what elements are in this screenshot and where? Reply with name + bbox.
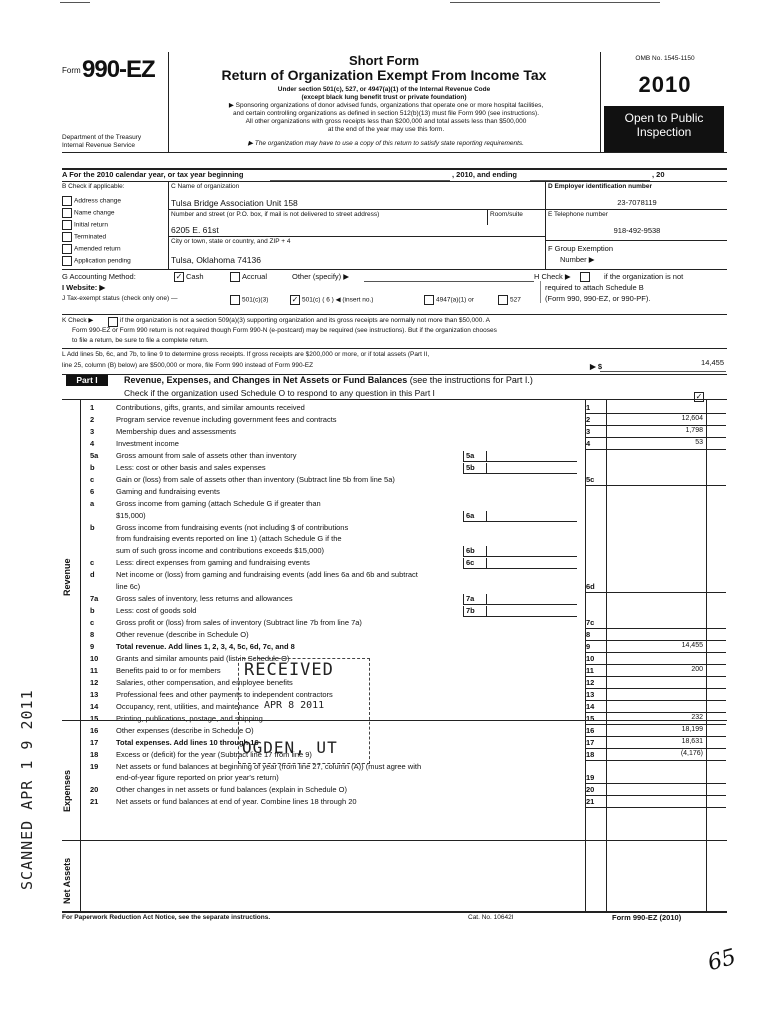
line-box-number: 10 <box>586 653 595 663</box>
line-description: Salaries, other compensation, and employee benefits <box>116 677 293 687</box>
table-row <box>80 499 725 510</box>
line-box-number: 14 <box>586 701 595 711</box>
expenses-side-label: Expenses <box>62 769 72 812</box>
line-description: Membership dues and assessments <box>116 426 237 436</box>
table-row <box>80 630 725 641</box>
line-description: Less: cost or other basis and sales expenses <box>116 462 266 472</box>
form-title: Return of Organization Exempt From Income Tax <box>221 67 547 83</box>
j-527[interactable]: 527 <box>498 295 521 305</box>
open-to-public-box <box>604 106 724 152</box>
line-box-number: 8 <box>586 630 591 640</box>
line-description: Investment income <box>116 438 179 448</box>
line-description: Net assets or fund balances at end of year. Combine lines 18 through 20 <box>116 797 357 807</box>
sponsoring-note: ▶ Sponsoring organizations of donor advised funds, organizations that operate one or more hospital facilities, <box>228 102 544 109</box>
part1-badge: Part I <box>66 375 108 386</box>
line-number: 3 <box>90 426 95 436</box>
received-date-stamp: APR 8 2011 <box>264 700 325 711</box>
j-501c[interactable]: ✓ 501(c) ( 6 ) ◀ (insert no.) <box>290 295 373 305</box>
l-text-1: L Add lines 5b, 6c, and 7b, to line 9 to determine gross receipts. If gross receipts are $200,000 or more, or if total assets (Part II, <box>62 351 430 358</box>
table-row <box>80 618 725 629</box>
table-row <box>80 427 725 438</box>
line-number: b <box>90 606 95 616</box>
line-number: 5a <box>90 450 99 460</box>
inner-amount-field[interactable] <box>487 546 577 557</box>
h-text: if the organization is not <box>604 272 684 281</box>
line-number: 21 <box>90 797 99 807</box>
line-description: Total expenses. Add lines 10 through 16 <box>116 737 259 747</box>
inner-box-label: 6b <box>463 546 487 557</box>
line-number: a <box>90 498 95 508</box>
tax-exempt-label: J Tax-exempt status (check only one) — <box>62 295 178 302</box>
line-number: 16 <box>90 725 99 735</box>
line-number: 14 <box>90 701 99 711</box>
line-number: b <box>90 522 95 532</box>
org-name-value[interactable]: Tulsa Bridge Association Unit 158 <box>171 198 298 208</box>
k-checkbox[interactable] <box>108 317 120 327</box>
table-row <box>80 797 725 808</box>
omb-number: OMB No. 1545-1150 <box>635 55 695 62</box>
checkbox[interactable] <box>62 196 72 206</box>
line-box-number: 19 <box>586 773 595 783</box>
open-to-public-line1: Open to Public <box>624 111 704 125</box>
table-row <box>80 702 725 713</box>
line-description: Less: direct expenses from gaming and fundraising events <box>116 558 310 568</box>
org-name-label: C Name of organization <box>171 183 240 190</box>
open-to-public-line2: Inspection <box>636 125 692 139</box>
line-box-number: 21 <box>586 797 595 807</box>
table-row <box>80 726 725 737</box>
line-box-number: 3 <box>586 426 591 436</box>
b-option-terminated[interactable]: Terminated <box>62 232 106 242</box>
line-box-number: 18 <box>586 749 595 759</box>
website-label: I Website: ▶ <box>62 283 106 292</box>
line-number: 8 <box>90 630 95 640</box>
inner-amount-field[interactable] <box>487 511 577 522</box>
line-a-20: , 20 <box>652 170 665 179</box>
line-number: 7a <box>90 594 99 604</box>
line-number: 12 <box>90 677 99 687</box>
line-description: Less: cost of goods sold <box>116 606 197 616</box>
copy-note: ▶ The organization may have to use a copy of this return to satisfy state reporting requirements. <box>248 140 524 147</box>
line-number: 11 <box>90 665 98 675</box>
line-description: from fundraising events reported on line 1) (attach Schedule G if the <box>116 534 342 544</box>
accounting-other: Other (specify) ▶ <box>292 272 350 281</box>
line-description: Gross income from gaming (attach Schedule G if greater than <box>116 498 321 508</box>
table-row <box>80 738 725 749</box>
b-option-name-change[interactable]: Name change <box>62 208 114 218</box>
line-description: Gaming and fundraising events <box>116 486 220 496</box>
form-prefix: Form <box>62 66 81 75</box>
inner-box-label: 6a <box>463 511 487 522</box>
checkbox-checked[interactable] <box>694 392 704 402</box>
line-amount[interactable]: 18,631 <box>681 737 703 745</box>
line-description: Program service revenue including government fees and contracts <box>116 414 337 424</box>
h-checkbox[interactable] <box>580 272 592 282</box>
line-box-number: 13 <box>586 689 595 699</box>
line-a-2010: , 2010, and ending <box>452 170 518 179</box>
table-row <box>80 475 725 486</box>
controlling-note: and certain controlling organizations as defined in section 512(b)(13) must file Form 990 (see instructions). <box>232 110 539 117</box>
inner-amount-field[interactable] <box>487 463 577 474</box>
b-option-amended-return[interactable]: Amended return <box>62 244 121 254</box>
line-description: Professional fees and other payments to independent contractors <box>116 689 333 699</box>
line-box-number: 4 <box>586 438 591 448</box>
inner-box-label: 5a <box>463 451 487 462</box>
paperwork-notice: For Paperwork Reduction Act Notice, see the separate instructions. <box>62 914 271 921</box>
line-amount[interactable]: 14,455 <box>681 642 703 649</box>
inner-amount-field[interactable] <box>487 451 577 462</box>
ogden-stamp: OGDEN, UT <box>242 738 338 757</box>
line-description: Gross profit or (loss) from sales of inventory (Subtract line 7b from line 7a) <box>116 618 362 628</box>
line-a: A For the 2010 calendar year, or tax year beginning <box>62 170 244 179</box>
table-row <box>80 570 725 581</box>
city-value[interactable]: Tulsa, Oklahoma 74136 <box>171 255 261 265</box>
line-amount[interactable]: 53 <box>695 438 703 446</box>
line-amount[interactable]: 232 <box>691 713 703 721</box>
scan-mark <box>60 2 90 3</box>
table-row <box>80 785 725 796</box>
scan-mark <box>450 2 660 3</box>
line-description: Gross income from fundraising events (not including $ of contributions <box>116 522 349 532</box>
table-row <box>80 678 725 689</box>
line-number: 4 <box>90 438 95 448</box>
l-arrow: ▶ $ <box>590 362 603 371</box>
line-description: Occupancy, rent, utilities, and maintenance <box>116 701 259 711</box>
line-description: Other changes in net assets or fund balances (explain in Schedule O) <box>116 785 347 795</box>
line-number: 6 <box>90 486 95 496</box>
ein-value[interactable]: 23-7078119 <box>617 198 657 207</box>
line-number: 9 <box>90 642 95 651</box>
phone-value[interactable]: 918-492-9538 <box>613 226 661 235</box>
gross-receipts-amount[interactable]: 14,455 <box>701 358 724 367</box>
line-number: 1 <box>90 403 95 412</box>
table-row <box>80 642 725 653</box>
table-row <box>80 558 725 569</box>
form-number: 990-EZ <box>82 56 155 83</box>
line-description: $15,000) <box>116 510 146 520</box>
accounting-method-label: G Accounting Method: <box>62 272 136 281</box>
table-row <box>80 451 725 462</box>
street-label: Number and street (or P.O. box, if mail is not delivered to street address) <box>171 211 380 218</box>
line-number: 20 <box>90 785 99 795</box>
line-number: 18 <box>90 749 99 759</box>
line-description: Net income or (loss) from gaming and fundraising events (add lines 6a and 6b and subtract <box>116 570 418 580</box>
line-description: Printing, publications, postage, and shipping <box>116 713 263 723</box>
b-option-address-change[interactable]: Address change <box>62 196 121 206</box>
line-number: c <box>90 474 95 484</box>
line-box-number: 16 <box>586 725 595 735</box>
table-row <box>80 546 725 557</box>
city-label: City or town, state or country, and ZIP + 4 <box>171 238 291 245</box>
checkbox[interactable] <box>62 232 72 242</box>
revenue-side-label: Revenue <box>62 558 72 596</box>
checkbox[interactable] <box>62 244 72 254</box>
line-description: Net assets or fund balances at beginning of year (from line 27, column (A)) (must agree with <box>116 761 422 771</box>
end-of-year-note: at the end of the year may use this form. <box>327 126 445 133</box>
table-row <box>80 654 725 665</box>
inner-amount-field[interactable] <box>487 558 577 569</box>
j-501c3[interactable]: 501(c)(3) <box>230 295 268 305</box>
street-value[interactable]: 6205 E. 61st <box>171 225 219 235</box>
j-4947[interactable]: 4947(a)(1) or <box>424 295 474 305</box>
line-number: 10 <box>90 653 99 663</box>
line-amount[interactable]: 1,798 <box>685 426 703 434</box>
inner-amount-field[interactable] <box>487 594 577 605</box>
line-box-number: 6d <box>586 582 595 592</box>
handwritten-page-mark: 65 <box>705 944 739 977</box>
line-description: Other revenue (describe in Schedule O) <box>116 630 249 640</box>
cat-number: Cat. No. 10642I <box>468 914 514 921</box>
checkbox[interactable] <box>230 272 240 282</box>
checkbox[interactable] <box>498 295 508 305</box>
h-check-label: H Check ▶ <box>534 272 571 281</box>
line-amount[interactable]: (4,176) <box>680 749 703 757</box>
table-row <box>80 666 725 677</box>
line-box-number: 12 <box>586 677 595 687</box>
h-text-2: required to attach Schedule B <box>545 283 644 292</box>
table-row <box>80 463 725 474</box>
short-form-label: Short Form <box>348 53 420 68</box>
checkbox[interactable] <box>62 208 72 218</box>
line-box-number: 7c <box>586 618 595 628</box>
checkbox[interactable] <box>580 272 590 282</box>
checkbox[interactable] <box>230 295 240 305</box>
table-row <box>80 750 725 761</box>
tax-year: 2010 <box>638 72 692 97</box>
checkbox[interactable] <box>424 295 434 305</box>
phone-label: E Telephone number <box>548 211 608 218</box>
table-row <box>80 773 725 784</box>
table-row <box>80 594 725 605</box>
scanned-stamp: SCANNED APR 1 9 2011 <box>18 689 36 890</box>
table-row <box>80 415 725 426</box>
table-row <box>80 523 725 534</box>
checkbox-checked[interactable] <box>174 272 184 282</box>
line-description: line 6c) <box>116 582 141 592</box>
line-number: 19 <box>90 761 99 771</box>
l-text-2: line 25, column (B) below) are $500,000 or more, file Form 990 instead of Form 990-EZ <box>62 362 314 369</box>
line-box-number: 2 <box>586 414 591 424</box>
line-description: Other expenses (describe in Schedule O) <box>116 725 254 735</box>
checkbox[interactable] <box>108 317 118 327</box>
group-exemption-number-label: Number ▶ <box>560 255 595 264</box>
irs-label: Internal Revenue Service <box>62 142 135 149</box>
k-text-1: if the organization is not a section 509(a)(3) supporting organization and its gross receipts are normally not more than $50,000. A <box>120 317 490 324</box>
inner-amount-field[interactable] <box>487 606 577 617</box>
line-amount[interactable]: 18,199 <box>681 725 703 733</box>
line-number: c <box>90 558 95 568</box>
line-description: end-of-year figure reported on prior year's return) <box>116 773 279 783</box>
line-box-number: 5c <box>586 474 595 484</box>
gross-receipts-note: All other organizations with gross receipts less than $200,000 and total assets less than $500,000 <box>245 118 527 125</box>
stamp-frame <box>238 658 370 764</box>
part1-check-line: Check if the organization used Schedule O to respond to any question in this Part I <box>124 388 435 398</box>
accounting-accrual[interactable]: Accrual <box>230 272 267 282</box>
line-number: d <box>90 570 95 580</box>
checkbox-checked[interactable] <box>290 295 300 305</box>
line-number: 15 <box>90 713 99 723</box>
line-description: Grants and similar amounts paid (list in Schedule O) <box>116 653 290 663</box>
h-text-3: (Form 990, 990-EZ, or 990-PF). <box>545 294 651 303</box>
footer-form-id: Form 990-EZ (2010) <box>612 913 682 922</box>
accounting-cash[interactable]: ✓ Cash <box>174 272 204 282</box>
line-number: 2 <box>90 414 95 424</box>
table-row <box>80 403 725 414</box>
ein-label: D Employer identification number <box>548 183 653 190</box>
line-box-number: 15 <box>586 713 595 723</box>
line-number: c <box>90 618 95 628</box>
line-number: b <box>90 462 95 472</box>
k-text-3: to file a return, be sure to file a complete return. <box>72 337 209 344</box>
table-row <box>80 487 725 498</box>
line-description: Gain or (loss) from sale of assets other than inventory (Subtract line 5b from line 5a) <box>116 474 395 484</box>
inner-box-label: 6c <box>463 558 487 569</box>
line-box-number: 9 <box>586 642 591 651</box>
line-box-number: 11 <box>586 665 594 675</box>
under-section: Under section 501(c), 527, or 4947(a)(1) of the Internal Revenue Code <box>277 86 491 93</box>
part1-title: Revenue, Expenses, and Changes in Net Assets or Fund Balances (see the instructions for Part I.) <box>124 375 533 385</box>
checkbox[interactable] <box>62 220 72 230</box>
table-row <box>80 511 725 522</box>
group-exemption-label: F Group Exemption <box>548 244 614 253</box>
line-box-number: 17 <box>586 737 595 747</box>
net-assets-side-label: Net Assets <box>62 857 72 904</box>
k-text-2: Form 990-EZ or Form 990 return is not required though Form 990-N (e-postcard) may be required (see instructions). But if the organization chooses <box>72 327 497 334</box>
table-row <box>80 439 725 450</box>
table-row <box>80 762 725 773</box>
line-number: 13 <box>90 689 99 699</box>
inner-box-label: 5b <box>463 463 487 474</box>
line-description: Excess or (deficit) for the year (Subtract line 17 from line 9) <box>116 749 312 759</box>
table-row <box>80 606 725 617</box>
except-line: (except black lung benefit trust or private foundation) <box>301 94 467 101</box>
line-description: sum of such gross income and contributions exceeds $15,000) <box>116 546 325 556</box>
inner-box-label: 7a <box>463 594 487 605</box>
room-suite-label: Room/suite <box>490 211 523 218</box>
received-stamp: RECEIVED <box>244 660 334 680</box>
line-description: Gross sales of inventory, less returns and allowances <box>116 594 293 604</box>
b-option-application-pending[interactable]: Application pending <box>62 256 131 266</box>
line-description: Contributions, gifts, grants, and similar amounts received <box>116 403 305 412</box>
b-option-initial-return[interactable]: Initial return <box>62 220 108 230</box>
checkbox[interactable] <box>62 256 72 266</box>
line-description: Gross amount from sale of assets other than inventory <box>116 450 297 460</box>
table-row <box>80 582 725 593</box>
k-check-label: K Check ▶ <box>62 317 94 324</box>
check-applicable-label: B Check if applicable: <box>62 183 125 190</box>
line-amount[interactable]: 200 <box>691 665 703 673</box>
dept-treasury: Department of the Treasury <box>62 134 142 141</box>
line-box-number: 1 <box>586 403 591 412</box>
inner-box-label: 7b <box>463 606 487 617</box>
table-row <box>80 534 725 545</box>
table-row <box>80 690 725 701</box>
line-box-number: 20 <box>586 785 595 795</box>
line-description: Total revenue. Add lines 1, 2, 3, 4, 5c, 6d, 7c, and 8 <box>116 642 295 651</box>
line-number: 17 <box>90 737 99 747</box>
line-amount[interactable]: 12,604 <box>681 414 703 422</box>
line-description: Benefits paid to or for members <box>116 665 221 675</box>
